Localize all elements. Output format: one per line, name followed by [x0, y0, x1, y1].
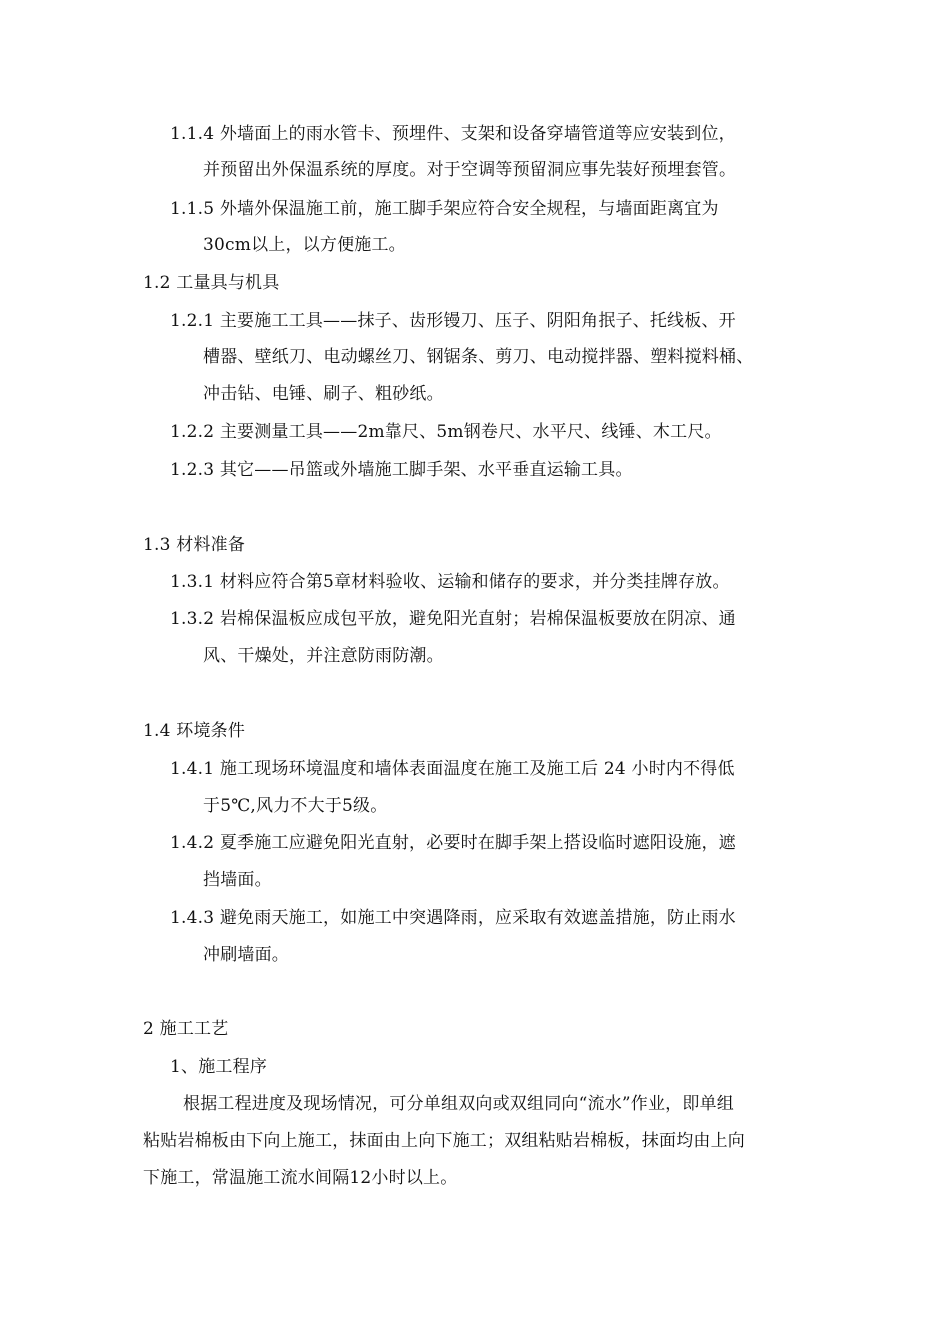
clause-1-1-4-line-2: 并预留出外保温系统的厚度。对于空调等预留洞应事先装好预埋套管。	[203, 160, 737, 180]
subheading-construction-procedure: 1、施工程序	[170, 1057, 268, 1077]
section-heading-1-4: 1.4 环境条件	[143, 721, 246, 741]
clause-1-1-5-line-2: 30cm以上，以方便施工。	[203, 235, 406, 255]
clause-1-1-5-line-1: 1.1.5 外墙外保温施工前，施工脚手架应符合安全规程，与墙面距离宜为	[170, 199, 719, 219]
chapter-heading-2: 2 施工工艺	[143, 1019, 229, 1039]
section-heading-1-2: 1.2 工量具与机具	[143, 273, 280, 293]
clause-1-2-2: 1.2.2 主要测量工具——2m靠尺、5m钢卷尺、水平尺、线锤、木工尺。	[170, 422, 722, 442]
clause-1-4-2-line-2: 挡墙面。	[203, 870, 272, 890]
clause-1-4-3-line-1: 1.4.3 避免雨天施工，如施工中突遇降雨，应采取有效遮盖措施，防止雨水	[170, 908, 736, 928]
clause-1-4-2-line-1: 1.4.2 夏季施工应避免阳光直射，必要时在脚手架上搭设临时遮阳设施，遮	[170, 833, 736, 853]
clause-1-3-2-line-1: 1.3.2 岩棉保温板应成包平放，避免阳光直射；岩棉保温板要放在阴凉、通	[170, 609, 736, 629]
clause-1-4-3-line-2: 冲刷墙面。	[203, 945, 289, 965]
paragraph-line-2: 粘贴岩棉板由下向上施工，抹面由上向下施工；双组粘贴岩棉板，抹面均由上向	[143, 1131, 745, 1151]
clause-1-4-1-line-2: 于5℃,风力不大于5级。	[203, 796, 388, 816]
clause-1-2-1-line-2: 槽器、壁纸刀、电动螺丝刀、钢锯条、剪刀、电动搅拌器、塑料搅料桶、	[203, 347, 754, 367]
clause-1-3-1: 1.3.1 材料应符合第5章材料验收、运输和储存的要求，并分类挂牌存放。	[170, 572, 730, 592]
section-heading-1-3: 1.3 材料准备	[143, 535, 246, 555]
clause-1-3-2-line-2: 风、干燥处，并注意防雨防潮。	[203, 646, 444, 666]
clause-1-2-1-line-1: 1.2.1 主要施工工具——抹子、齿形镘刀、压子、阴阳角抿子、托线板、开	[170, 311, 736, 331]
paragraph-line-1: 根据工程进度及现场情况，可分单组双向或双组同向“流水”作业，即单组	[183, 1094, 734, 1114]
clause-1-2-3: 1.2.3 其它——吊篮或外墙施工脚手架、水平垂直运输工具。	[170, 460, 633, 480]
clause-1-4-1-line-1: 1.4.1 施工现场环境温度和墙体表面温度在施工及施工后 24 小时内不得低	[170, 759, 735, 779]
paragraph-line-3: 下施工，常温施工流水间隔12小时以上。	[143, 1168, 458, 1188]
clause-1-1-4-line-1: 1.1.4 外墙面上的雨水管卡、预埋件、支架和设备穿墙管道等应安装到位，	[170, 124, 736, 144]
clause-1-2-1-line-3: 冲击钻、电锤、刷子、粗砂纸。	[203, 384, 444, 404]
